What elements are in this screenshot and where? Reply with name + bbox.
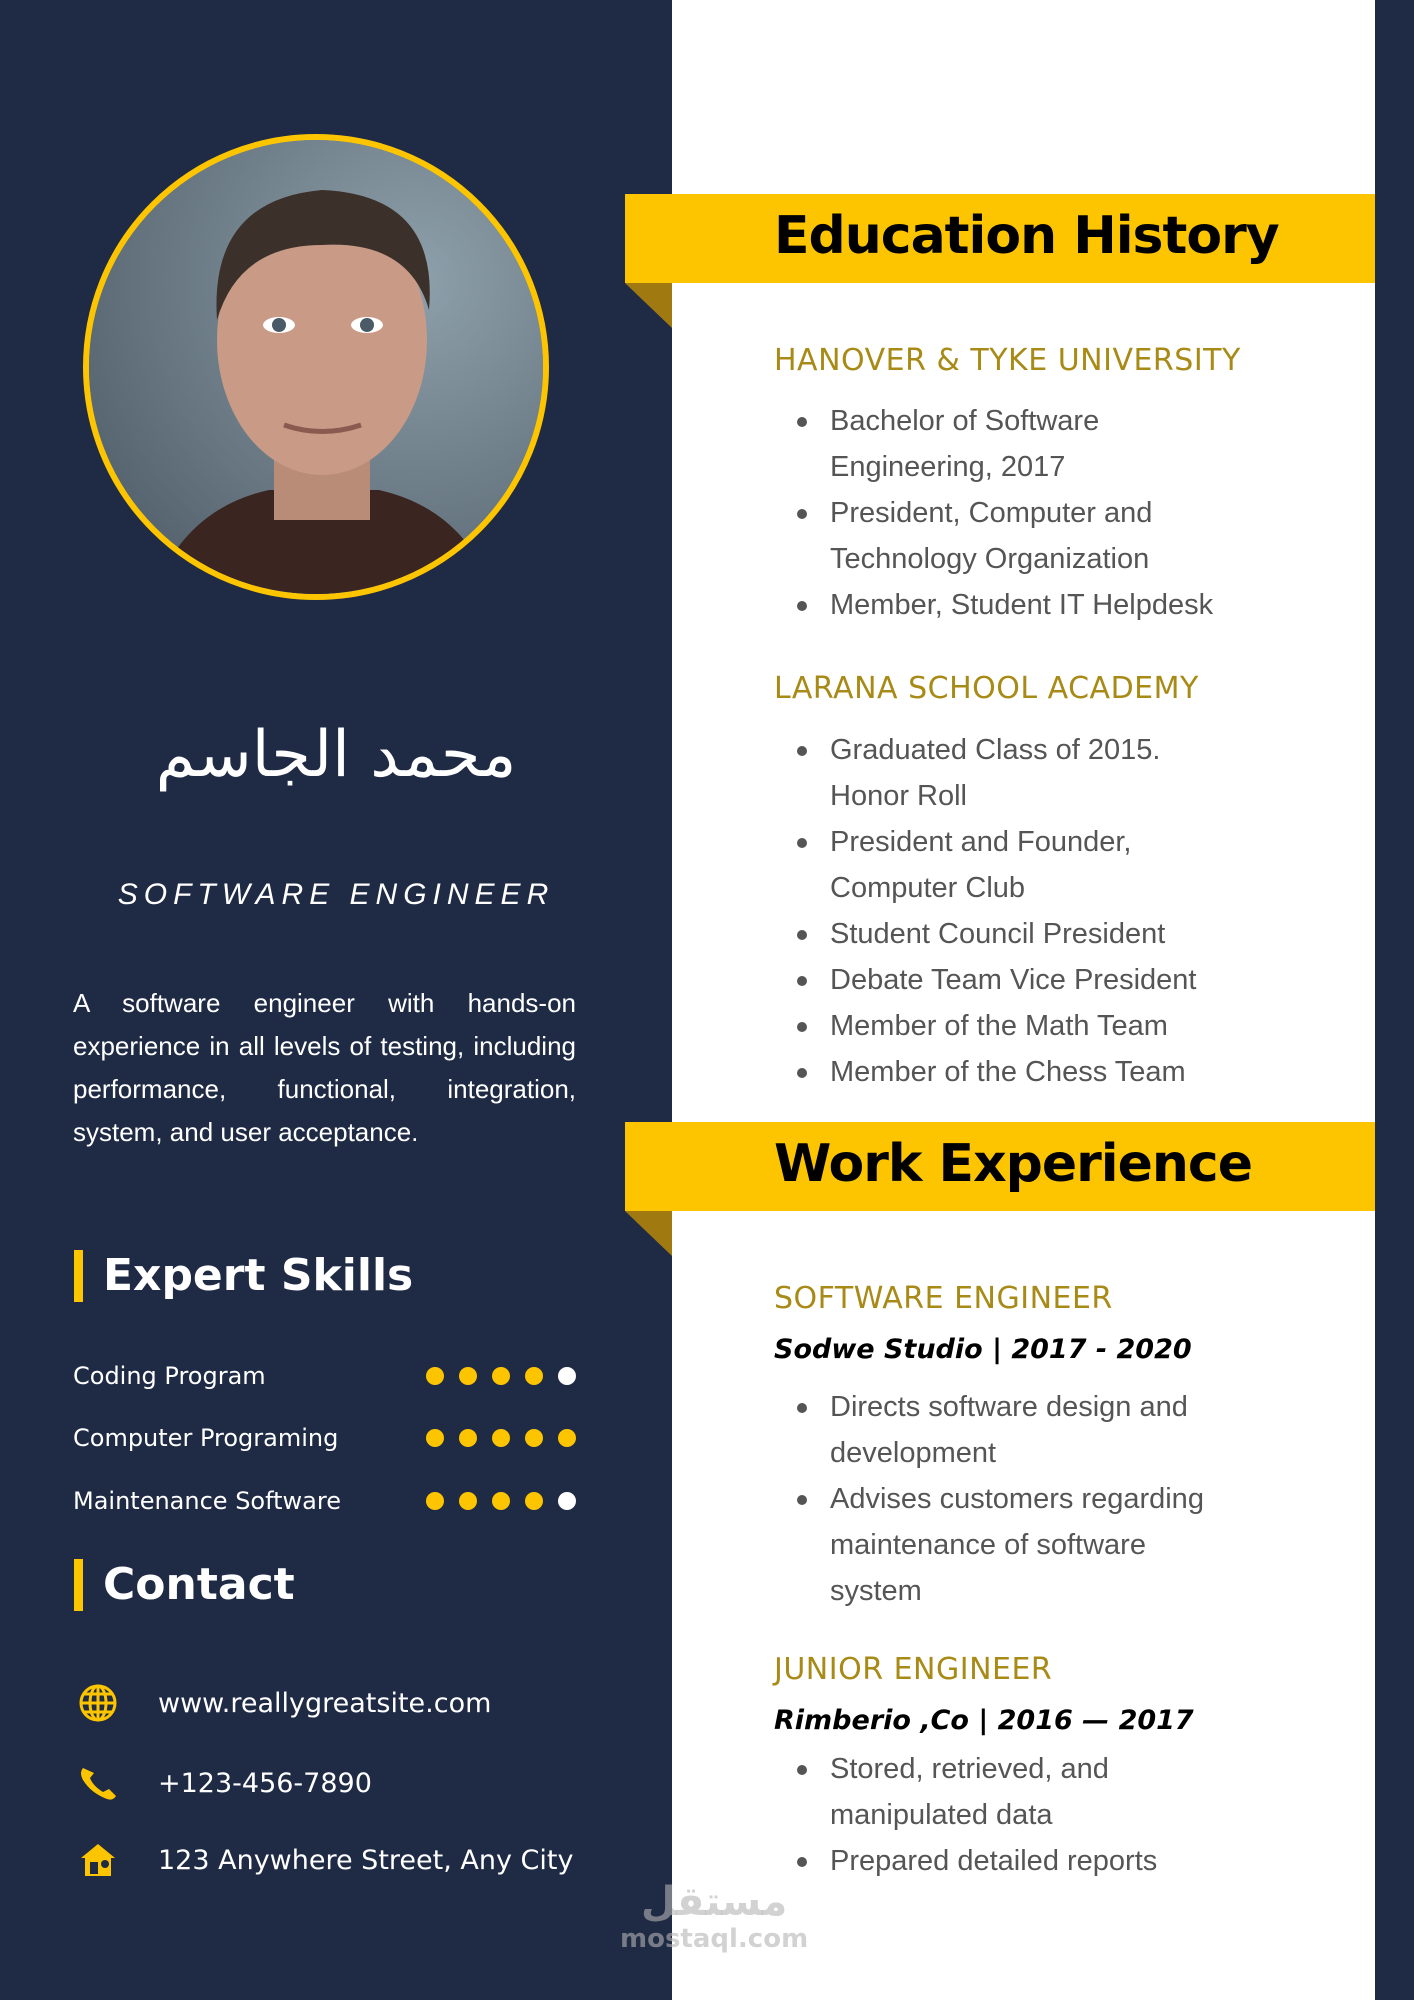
school-name: HANOVER & TYKE UNIVERSITY — [774, 343, 1241, 378]
list-item: Debate Team Vice President — [774, 957, 1294, 1003]
contact-heading: Contact — [74, 1559, 295, 1611]
skill-rating — [426, 1492, 576, 1510]
rating-dot — [426, 1492, 444, 1510]
rating-dot — [459, 1367, 477, 1385]
job-duties-list — [774, 1746, 1294, 1884]
phone-icon — [76, 1763, 120, 1803]
rating-dot — [426, 1367, 444, 1385]
phone-text: +123-456-7890 — [158, 1767, 372, 1799]
rating-dot — [525, 1367, 543, 1385]
profile-summary: A software engineer with hands-on experience in all levels of testing, including performance, functional, integration, system, and user acceptance. — [73, 988, 576, 1147]
contact-website[interactable] — [76, 1683, 491, 1723]
rating-dot — [558, 1367, 576, 1385]
rating-dot — [558, 1429, 576, 1447]
list-item: Member of the Math Team — [774, 1003, 1294, 1049]
school-details-list — [774, 398, 1294, 628]
company-dates: Sodwe Studio | 2017 - 2020 — [774, 1334, 1192, 1365]
school-name: LARANA SCHOOL ACADEMY — [774, 671, 1199, 706]
watermark-arabic: مستقل — [640, 1879, 788, 1925]
skill-label: Coding Program — [73, 1362, 266, 1390]
job-title: SOFTWARE ENGINEER — [774, 1281, 1113, 1316]
banner-fold — [625, 1211, 672, 1256]
watermark — [620, 1880, 808, 1954]
job-title: JUNIOR ENGINEER — [774, 1652, 1053, 1687]
watermark-latin: mostaql.com — [620, 1924, 809, 1954]
globe-icon — [76, 1683, 120, 1723]
skill-rating — [426, 1429, 576, 1447]
rating-dot — [492, 1367, 510, 1385]
rating-dot — [525, 1492, 543, 1510]
list-item: Bachelor of Software Engineering, 2017 — [774, 398, 1134, 490]
website-text: www.reallygreatsite.com — [158, 1687, 492, 1719]
list-item: Stored, retrieved, and manipulated data — [774, 1746, 1154, 1838]
company-dates: Rimberio ,Co | 2016 — 2017 — [774, 1705, 1194, 1736]
education-banner — [625, 194, 1375, 283]
list-item: Directs software design and development — [774, 1384, 1234, 1476]
list-item: Member of the Chess Team — [774, 1049, 1294, 1095]
list-item: President and Founder, Computer Club — [774, 819, 1174, 911]
banner-fold — [625, 283, 672, 328]
rating-dot — [459, 1492, 477, 1510]
list-item: Prepared detailed reports — [774, 1838, 1294, 1884]
work-heading: Work Experience — [774, 1134, 1252, 1194]
skill-rating — [426, 1367, 576, 1385]
rating-dot — [558, 1492, 576, 1510]
profile-photo — [83, 134, 549, 600]
skill-row — [73, 1486, 576, 1516]
skill-label: Maintenance Software — [73, 1487, 341, 1515]
list-item: Member, Student IT Helpdesk — [774, 582, 1294, 628]
skill-row — [73, 1423, 576, 1453]
rating-dot — [426, 1429, 444, 1447]
candidate-name: محمد الجاسم — [155, 718, 517, 792]
rating-dot — [525, 1429, 543, 1447]
contact-phone[interactable] — [76, 1763, 372, 1803]
education-heading: Education History — [774, 206, 1279, 266]
contact-address[interactable] — [76, 1840, 573, 1880]
home-icon — [76, 1840, 120, 1880]
job-duties-list — [774, 1384, 1294, 1614]
job-title: SOFTWARE ENGINEER — [117, 878, 555, 911]
school-details-list — [774, 727, 1294, 1095]
skill-label: Computer Programing — [73, 1424, 339, 1452]
rating-dot — [459, 1429, 477, 1447]
skill-row — [73, 1361, 576, 1391]
list-item: Graduated Class of 2015. Honor Roll — [774, 727, 1174, 819]
rating-dot — [492, 1492, 510, 1510]
list-item: Student Council President — [774, 911, 1294, 957]
skills-heading: Expert Skills — [74, 1250, 413, 1302]
address-text: 123 Anywhere Street, Any City — [158, 1844, 574, 1876]
list-item: Advises customers regarding maintenance of software system — [774, 1476, 1244, 1614]
rating-dot — [492, 1429, 510, 1447]
list-item: President, Computer and Technology Organization — [774, 490, 1194, 582]
right-border-strip — [1375, 0, 1414, 2000]
work-banner — [625, 1122, 1375, 1211]
